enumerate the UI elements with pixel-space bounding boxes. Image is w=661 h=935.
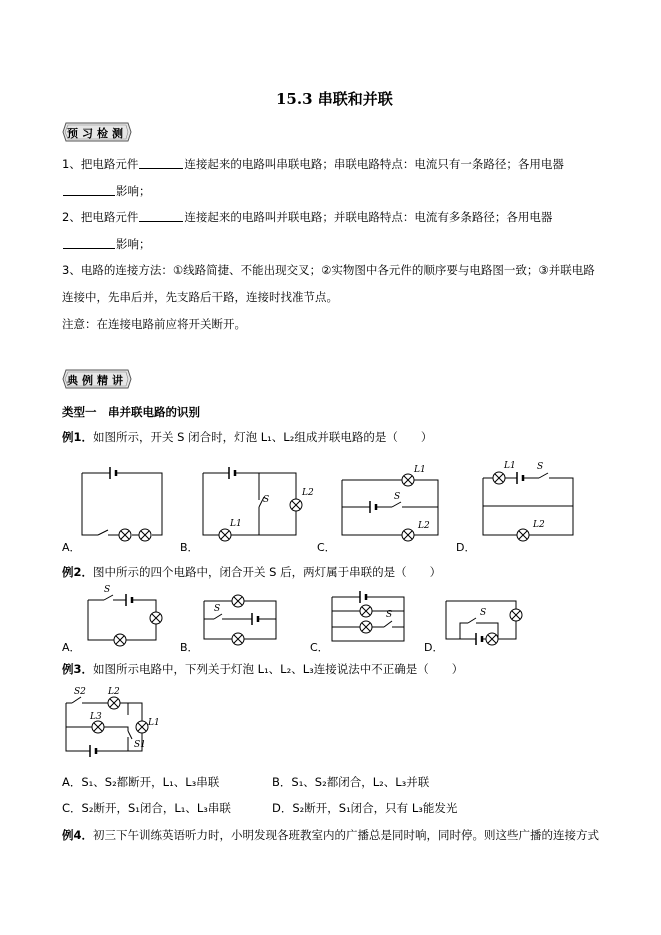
example-badge bbox=[62, 369, 132, 389]
page-title: 15.3 串联和并联 bbox=[276, 90, 393, 108]
example-2-label: 例2． bbox=[62, 565, 94, 579]
ex1-circuit-c bbox=[342, 462, 442, 542]
label-s: S bbox=[104, 585, 111, 595]
ex2-option-b[interactable]: B． bbox=[180, 641, 199, 654]
example-1-text: 如图所示，开关 S 闭合时，灯泡 L₁、L₂组成并联电路的是（ ） bbox=[93, 430, 433, 444]
q1-tail: 影响； bbox=[116, 184, 151, 198]
question-1-line-2 bbox=[62, 184, 151, 198]
ex1-circuit-d bbox=[483, 460, 578, 542]
example-3-label: 例3． bbox=[62, 662, 94, 676]
label-s2: S2 bbox=[74, 687, 86, 697]
example-1-stem bbox=[62, 430, 432, 444]
label-s: S bbox=[263, 495, 270, 505]
example-4-stem bbox=[62, 828, 599, 842]
label-s1: S1 bbox=[134, 740, 146, 750]
answer-blank[interactable] bbox=[63, 237, 115, 249]
question-3-line-2: 连接中，先串后并，先支路后干路，连接时找准节点。 bbox=[62, 290, 338, 304]
question-2-line-1 bbox=[62, 210, 552, 224]
q1-prefix: 1、把电路元件 bbox=[62, 157, 139, 171]
label-l2: L2 bbox=[108, 687, 120, 697]
label-l2: L2 bbox=[302, 488, 314, 498]
label-l1: L1 bbox=[148, 718, 160, 728]
ex3-choice-d[interactable]: D．S₂断开，S₁闭合，只有 L₃能发光 bbox=[272, 801, 458, 815]
ex1-option-a[interactable]: A． bbox=[62, 541, 81, 554]
answer-blank[interactable] bbox=[63, 184, 115, 196]
q2-suffix: 连接起来的电路叫并联电路；并联电路特点：电流有多条路径；各用电器 bbox=[184, 210, 553, 224]
q2-tail: 影响； bbox=[116, 237, 151, 251]
answer-blank[interactable] bbox=[139, 210, 183, 222]
example-4-label: 例4． bbox=[62, 828, 94, 842]
badge-label: 典例精讲 bbox=[67, 374, 127, 387]
question-1-line-1 bbox=[62, 157, 564, 171]
question-3-line-1: 3、电路的连接方法：①线路简捷、不能出现交叉；②实物图中各元件的顺序要与电路图一致；③并联电路 bbox=[62, 263, 595, 277]
label-s: S bbox=[394, 492, 401, 502]
ex3-circuit bbox=[62, 685, 182, 765]
q2-prefix: 2、把电路元件 bbox=[62, 210, 139, 224]
badge-label: 预习检测 bbox=[67, 127, 127, 140]
label-l3: L3 bbox=[90, 712, 102, 722]
ex3-choice-b[interactable]: B．S₁、S₂都闭合，L₂、L₃并联 bbox=[272, 775, 430, 789]
label-l2: L2 bbox=[418, 521, 430, 531]
ex3-choice-c[interactable]: C．S₂断开，S₁闭合，L₁、L₃串联 bbox=[62, 801, 231, 815]
label-l1: L1 bbox=[414, 465, 426, 475]
ex2-option-c[interactable]: C． bbox=[310, 641, 329, 654]
ex3-choice-a[interactable]: A．S₁、S₂都断开，L₁、L₃串联 bbox=[62, 775, 220, 789]
ex1-option-b[interactable]: B． bbox=[180, 541, 199, 554]
example-3-text: 如图所示电路中，下列关于灯泡 L₁、L₂、L₃连接说法中不正确是（ ） bbox=[93, 662, 464, 676]
example-2-text: 图中所示的四个电路中，闭合开关 S 后，两灯属于串联的是（ ） bbox=[93, 565, 442, 579]
label-s: S bbox=[537, 462, 544, 472]
ex2-option-a[interactable]: A． bbox=[62, 641, 81, 654]
label-l1: L1 bbox=[504, 461, 516, 471]
note-text: 注意：在连接电路前应将开关断开。 bbox=[62, 317, 246, 331]
ex2-circuit-d bbox=[446, 595, 528, 651]
ex1-circuit-a bbox=[82, 462, 172, 542]
ex1-option-d[interactable]: D． bbox=[456, 541, 476, 554]
ex2-option-d[interactable]: D． bbox=[424, 641, 444, 654]
example-2-stem bbox=[62, 565, 441, 579]
ex1-option-c[interactable]: C． bbox=[317, 541, 336, 554]
label-s: S bbox=[386, 610, 393, 620]
question-2-line-2 bbox=[62, 237, 151, 251]
ex2-circuit-b bbox=[204, 589, 286, 649]
type-1-heading: 类型一 串并联电路的识别 bbox=[62, 405, 200, 419]
q1-suffix: 连接起来的电路叫串联电路；串联电路特点：电流只有一条路径；各用电器 bbox=[184, 157, 564, 171]
label-s: S bbox=[214, 604, 221, 614]
ex2-circuit-c bbox=[332, 589, 410, 651]
example-1-label: 例1． bbox=[62, 430, 94, 444]
label-l1: L1 bbox=[230, 519, 242, 529]
example-3-stem bbox=[62, 662, 463, 676]
ex2-circuit-a bbox=[88, 585, 168, 650]
answer-blank[interactable] bbox=[139, 157, 183, 169]
example-4-text: 初三下午训练英语听力时，小明发现各班教室内的广播总是同时响，同时停。则这些广播的连接方式 bbox=[93, 828, 600, 842]
label-s: S bbox=[480, 608, 487, 618]
preview-check-badge bbox=[62, 122, 132, 142]
label-l2: L2 bbox=[533, 520, 545, 530]
ex1-circuit-b bbox=[203, 462, 314, 542]
